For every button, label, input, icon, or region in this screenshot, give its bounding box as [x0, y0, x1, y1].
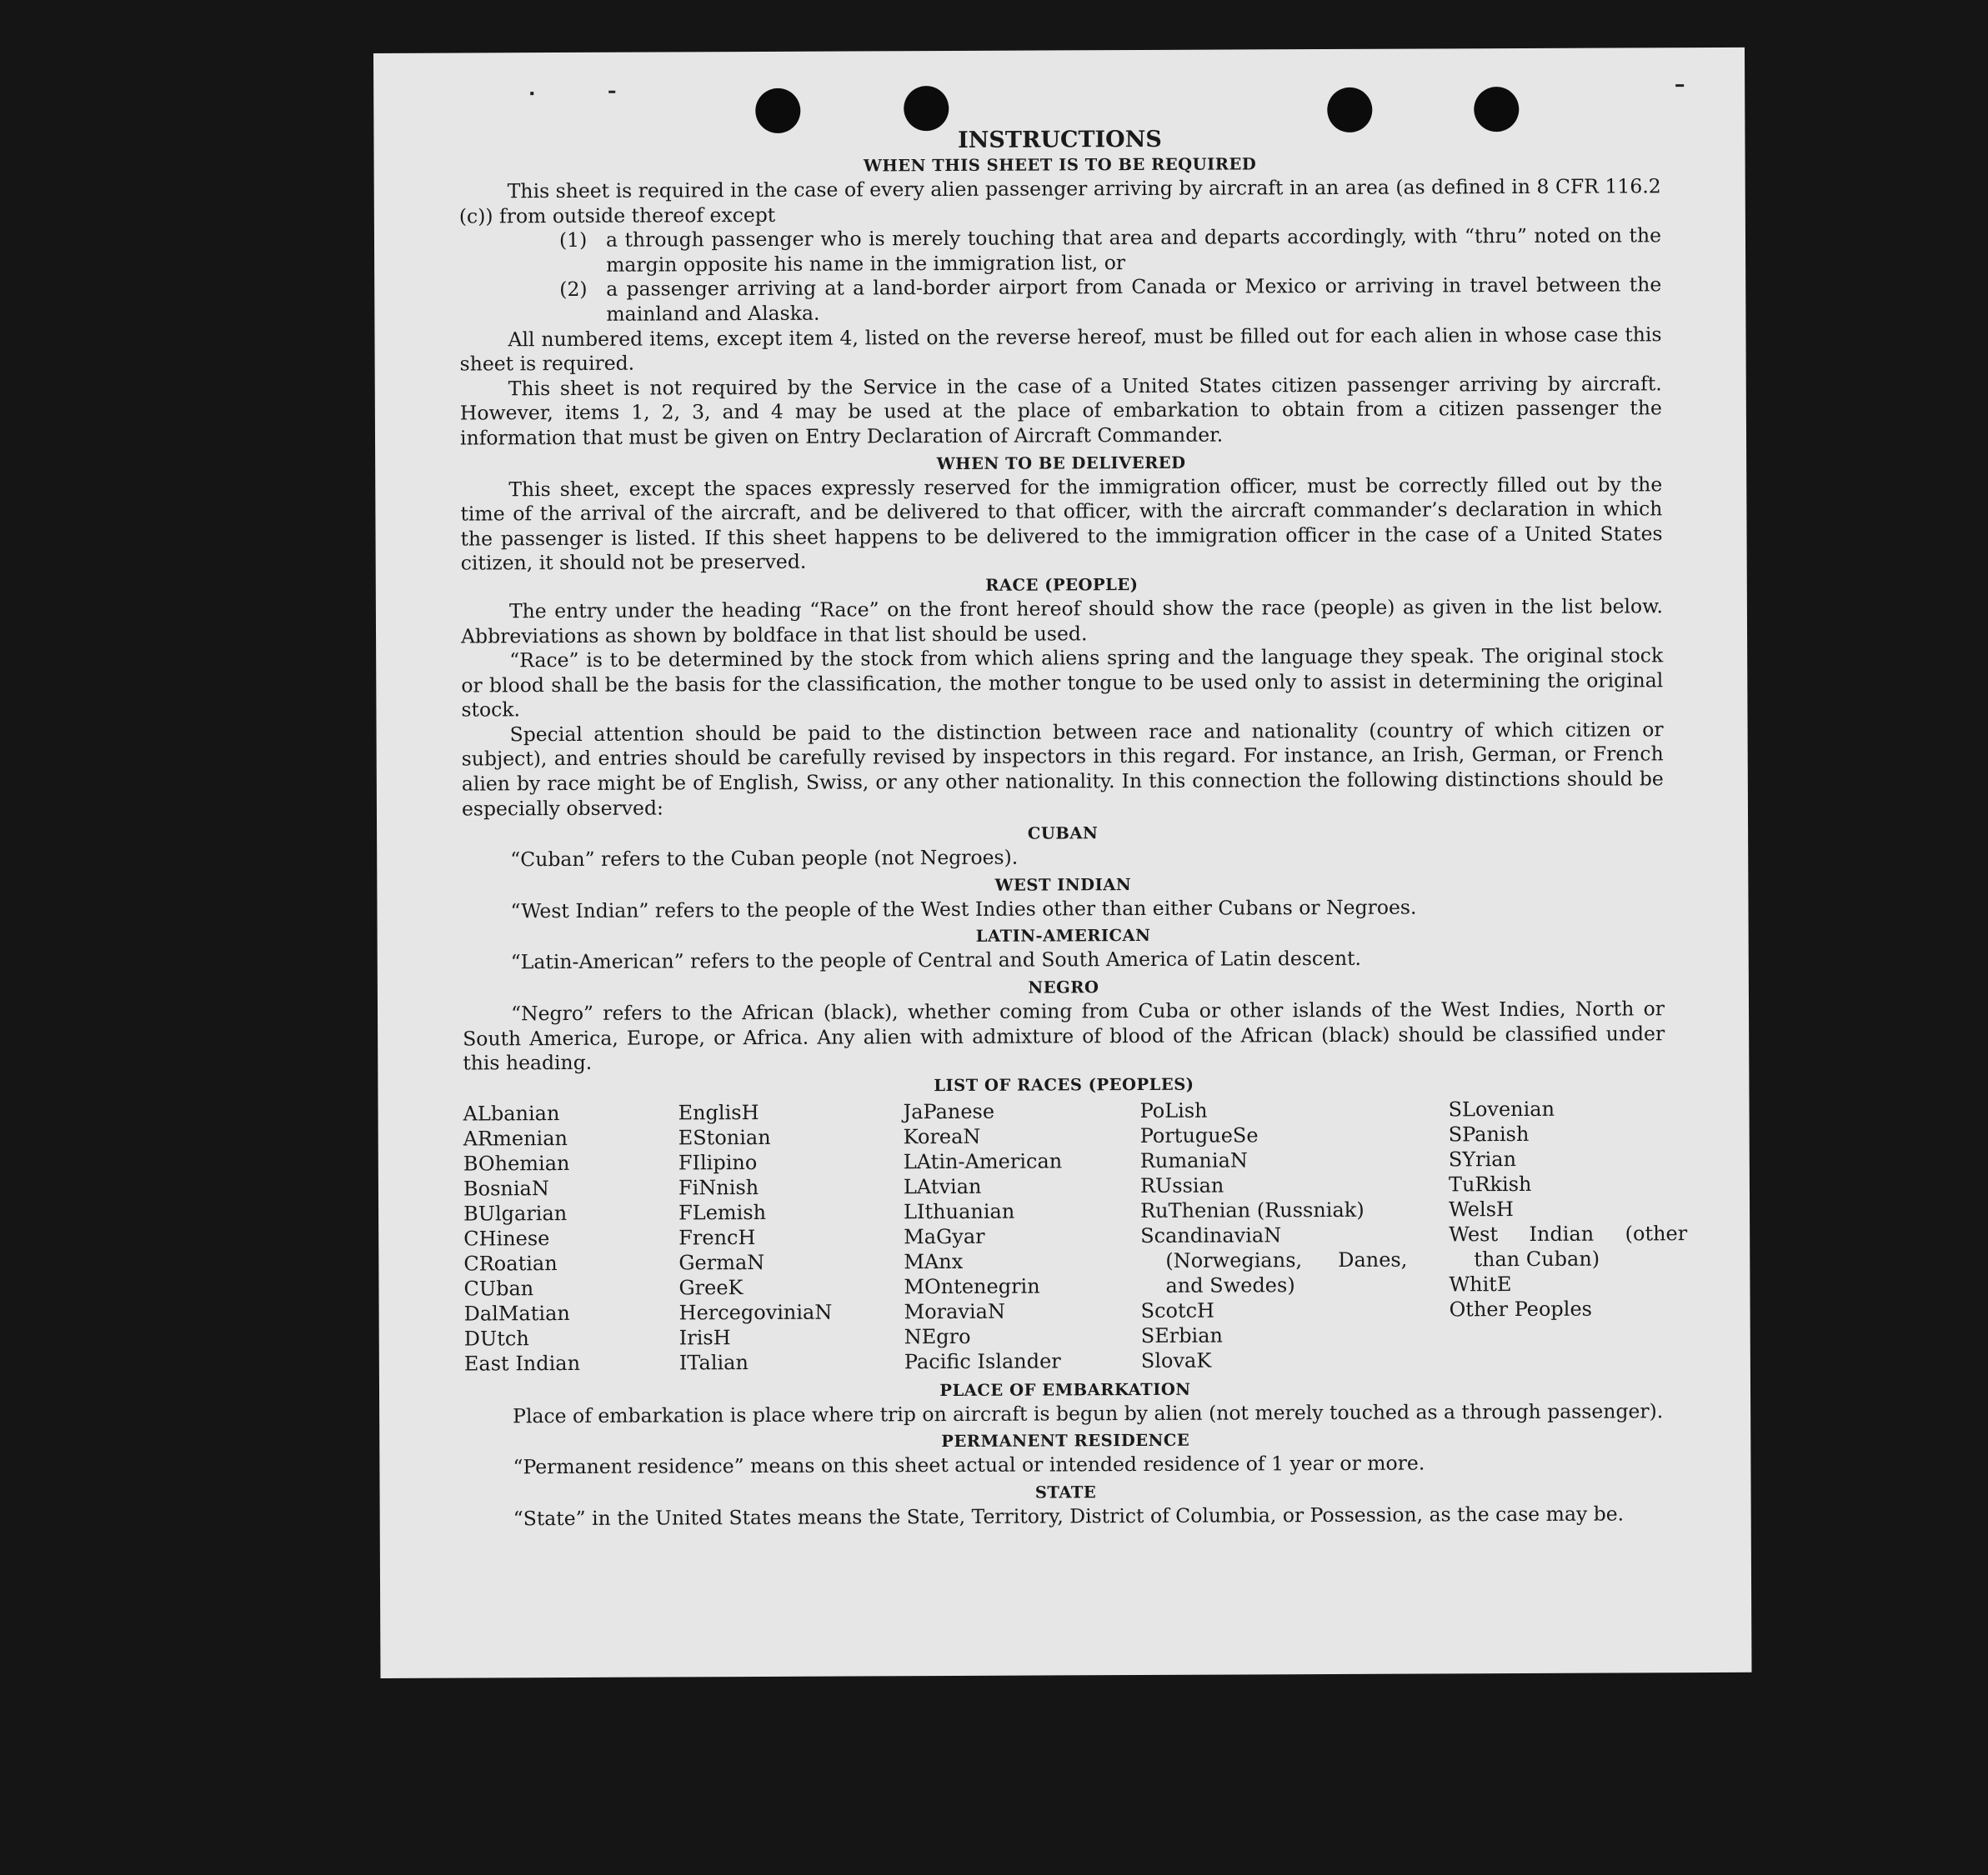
race-entry: HercegoviniaN: [679, 1300, 833, 1325]
race-entry: LAtvian: [903, 1174, 982, 1199]
scan-speck: [1675, 84, 1684, 87]
section-heading: STATE: [1034, 1482, 1097, 1502]
item-number: (1): [558, 228, 588, 252]
race-entry: PortugueSe: [1139, 1123, 1259, 1148]
section-heading: LIST OF RACES (PEOPLES): [934, 1074, 1194, 1095]
race-entry: IrisH: [679, 1325, 731, 1350]
race-entry: SYrian: [1448, 1147, 1517, 1172]
race-column: [678, 1099, 904, 1375]
race-entry: BosniaN: [463, 1176, 549, 1201]
race-entry: RumaniaN: [1139, 1148, 1248, 1172]
paragraph: “Latin-American” refers to the people of Central and South America of Latin descent.: [510, 947, 1362, 974]
section-heading: NEGRO: [1028, 978, 1099, 998]
race-entry: ScotcH: [1140, 1298, 1215, 1322]
document-page: [373, 48, 1751, 1678]
race-entry: FLemish: [679, 1200, 767, 1225]
race-entry: DUtch: [463, 1327, 529, 1351]
list-item: [559, 273, 1661, 328]
section-heading: PERMANENT RESIDENCE: [941, 1431, 1190, 1452]
race-entry: ALbanian: [463, 1101, 560, 1126]
page-title: INSTRUCTIONS: [957, 126, 1162, 153]
race-entry: CUban: [463, 1276, 534, 1301]
race-entry: GreeK: [679, 1275, 744, 1300]
race-entry: Pacific Islander: [904, 1349, 1061, 1374]
race-entry: LAtin-American: [903, 1149, 1063, 1174]
race-entry: West Indian (other than Cuban): [1449, 1221, 1688, 1272]
race-entry: ScandinaviaN (Norwegians, Danes, and Swedes): [1140, 1223, 1408, 1298]
paragraph: “Permanent residence” means on this sheet actual or intended residence of 1 year or more.: [513, 1451, 1425, 1479]
section-heading: WHEN TO BE DELIVERED: [936, 452, 1186, 473]
race-entry: Other Peoples: [1449, 1297, 1593, 1322]
race-entry: SPanish: [1448, 1122, 1530, 1147]
section-heading: LATIN-AMERICAN: [975, 926, 1151, 947]
race-list: [463, 1096, 1688, 1376]
race-entry: BOhemian: [463, 1151, 570, 1176]
race-entry: MoraviaN: [904, 1299, 1006, 1324]
race-entry: KoreaN: [903, 1124, 981, 1149]
race-entry: NEgro: [904, 1324, 971, 1349]
race-entry: WhitE: [1449, 1272, 1512, 1297]
race-entry: East Indian: [463, 1351, 581, 1376]
race-entry: FiNnish: [678, 1175, 759, 1200]
item-text: a through passenger who is merely touching that area and departs accordingly, with “thru” noted on the margin opposite his name in the immigration list, or: [605, 223, 1662, 277]
race-entry: SLovenian: [1448, 1097, 1555, 1122]
race-entry: LIthuanian: [904, 1199, 1015, 1224]
paragraph: Place of embarkation is place where trip on aircraft is begun by alien (not merely touched as a through passenger).: [513, 1399, 1664, 1428]
punch-hole: [904, 86, 949, 131]
race-entry: TuRkish: [1448, 1172, 1532, 1197]
race-column: [463, 1100, 679, 1376]
paragraph: This sheet is required in the case of every alien passenger arriving by aircraft in an area (as defined in 8 CFR 116.2 (c)) from outside thereof except: [458, 174, 1661, 228]
race-entry: MOntenegrin: [904, 1274, 1040, 1299]
race-entry: RuThenian (Russniak): [1140, 1198, 1365, 1222]
item-text: a passenger arriving at a land-border airport from Canada or Mexico or arriving in travel between the mainland and Alaska.: [606, 272, 1662, 326]
race-entry: ARmenian: [463, 1126, 568, 1151]
paragraph: Special attention should be paid to the distinction between race and nationality (country of which citizen or subject), and entries should be carefully revised by inspectors in this regard. For instance, an Irish, German, or French alien by race might be of English, Swiss, or any other nationality. In this connection the following distinctions should be especially observed:: [461, 718, 1664, 821]
race-entry: BUlgarian: [463, 1201, 568, 1226]
race-entry: CHinese: [463, 1226, 550, 1251]
section-heading: PLACE OF EMBARKATION: [939, 1379, 1191, 1400]
race-entry: EnglisH: [678, 1100, 759, 1125]
race-entry: EStonian: [678, 1125, 771, 1150]
section-heading: RACE (PEOPLE): [985, 574, 1139, 595]
race-column: [903, 1098, 1140, 1374]
list-item: [559, 223, 1661, 278]
race-entry: CRoatian: [463, 1251, 558, 1276]
race-entry: FrencH: [679, 1225, 756, 1250]
race-entry: GermaN: [679, 1250, 765, 1275]
scan-speck: [608, 91, 615, 93]
section-heading: WEST INDIAN: [994, 874, 1132, 895]
paragraph: “Cuban” refers to the Cuban people (not Negroes).: [510, 845, 1019, 872]
paragraph: The entry under the heading “Race” on the front hereof should show the race (people) as given in the list below. Abbreviations as shown by boldface in that list should be used.: [460, 594, 1663, 648]
instructions-content: [458, 124, 1688, 1532]
race-entry: SErbian: [1140, 1323, 1224, 1348]
race-entry: WelsH: [1449, 1197, 1514, 1222]
punch-hole: [755, 88, 800, 133]
race-entry: SlovaK: [1140, 1348, 1212, 1372]
paragraph: “Race” is to be determined by the stock from which aliens spring and the language they speak. The original stock or blood shall be the basis for the classification, the mother tongue to be used only to assist in determining the original stock.: [461, 643, 1664, 722]
paragraph: “West Indian” refers to the people of the West Indies other than either Cubans or Negroes.: [510, 895, 1417, 923]
paragraph: All numbered items, except item 4, listed on the reverse hereof, must be filled out for each alien in whose case this sheet is required.: [459, 322, 1662, 376]
paragraph: This sheet is not required by the Service in the case of a United States citizen passenger arriving by aircraft. However, items 1, 2, 3, and 4 may be used at the place of embarkation to obtain from a citizen passenger the information that must be given on Entry Declaration of Aircraft Commander.: [459, 372, 1662, 450]
race-column: [1448, 1096, 1688, 1372]
race-entry: ITalian: [679, 1350, 749, 1375]
race-entry: MaGyar: [904, 1224, 985, 1249]
item-number: (2): [559, 278, 588, 302]
section-heading: WHEN THIS SHEET IS TO BE REQUIRED: [863, 154, 1257, 176]
race-entry: RUssian: [1139, 1173, 1224, 1198]
paragraph: “Negro” refers to the African (black), whether coming from Cuba or other islands of the West Indies, North or South America, Europe, or Africa. Any alien with admixture of blood of the African (black) should be classified under this heading.: [463, 997, 1665, 1075]
race-column: [1139, 1097, 1449, 1373]
race-entry: DalMatian: [463, 1301, 570, 1326]
paragraph: This sheet, except the spaces expressly reserved for the immigration officer, must be correctly filled out by the time of the arrival of the aircraft, and be delivered to that officer, with the aircraft commander’s declaration in which the passenger is listed. If this sheet happens to be delivered to the immigration officer in the case of a United States citizen, it should not be preserved.: [460, 472, 1663, 575]
race-entry: PoLish: [1139, 1098, 1208, 1122]
race-entry: MAnx: [904, 1249, 964, 1274]
race-entry: FIlipino: [678, 1150, 758, 1175]
race-entry: JaPanese: [903, 1099, 995, 1124]
paragraph: “State” in the United States means the State, Territory, District of Columbia, or Possession, as the case may be.: [513, 1502, 1625, 1531]
scan-speck: [530, 92, 533, 95]
section-heading: CUBAN: [1027, 823, 1099, 843]
